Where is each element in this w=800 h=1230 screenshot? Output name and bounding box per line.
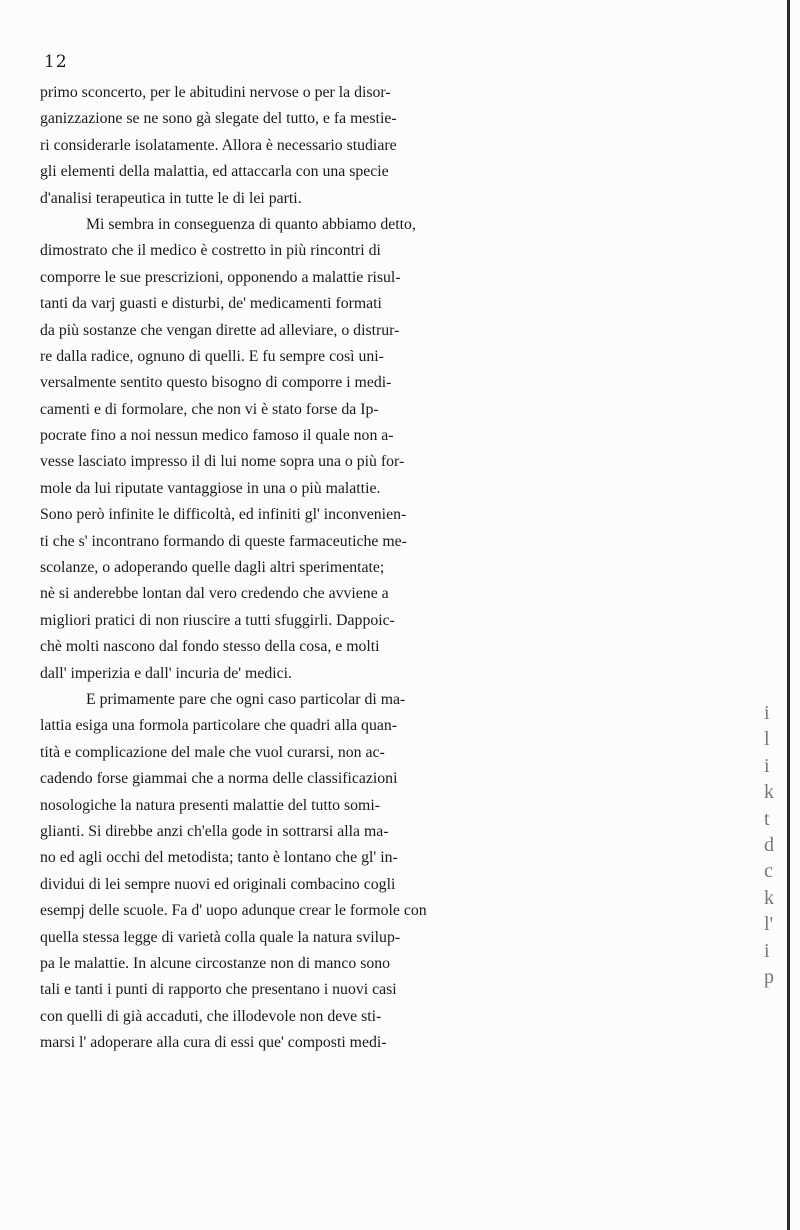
page-edge	[787, 0, 790, 1230]
text-line: versalmente sentito questo bisogno di comporre i medi-	[40, 374, 392, 392]
text-line: cadendo forse giammai che a norma delle classificazioni	[40, 770, 398, 788]
text-line: ganizzazione se ne sono gà slegate del tutto, e fa mestie-	[40, 110, 397, 128]
bleed-char: p	[764, 965, 774, 988]
text-line: tità e complicazione del male che vuol curarsi, non ac-	[40, 743, 385, 761]
text-line: d'analisi terapeutica in tutte le di lei parti.	[40, 189, 302, 207]
text-line: mole da lui riputate vantaggiose in una o più malattie.	[40, 479, 381, 497]
text-line: re dalla radice, ognuno di quelli. E fu sempre così uni-	[40, 347, 384, 365]
page-number: 12	[44, 52, 68, 72]
bleed-char: c	[764, 860, 773, 883]
text-line: da più sostanze che vengan dirette ad alleviare, o distrur-	[40, 321, 400, 339]
text-line: ri considerarle isolatamente. Allora è necessario studiare	[40, 136, 397, 154]
text-line: Mi sembra in conseguenza di quanto abbiamo detto,	[86, 215, 416, 233]
text-line: glianti. Si direbbe anzi ch'ella gode in sottrarsi alla ma-	[40, 822, 389, 840]
bleed-char: i	[764, 702, 770, 724]
bleed-char: t	[764, 807, 770, 830]
text-line: quella stessa legge di varietà colla quale la natura svilup-	[40, 928, 401, 946]
text-line: nè si anderebbe lontan dal vero credendo che avviene a	[40, 585, 389, 603]
text-line: dall' imperizia e dall' incuria de' medici.	[40, 664, 292, 682]
text-line: migliori pratici di non riuscire a tutti sfuggirli. Dappoic-	[40, 611, 395, 629]
text-line: ti che s' incontrano formando di queste farmaceutiche me-	[40, 532, 407, 550]
text-line: scolanze, o adoperando quelle dagli altri sperimentate;	[40, 559, 385, 577]
text-line: camenti e di formolare, che non vi è stato forse da Ip-	[40, 400, 379, 418]
bleed-char: l'	[764, 913, 774, 936]
text-line: lattia esiga una formola particolare che quadri alla quan-	[40, 717, 398, 735]
text-line: chè molti nascono dal fondo stesso della cosa, e molti	[40, 638, 380, 656]
bleed-char: l	[764, 728, 770, 751]
text-line: nosologiche la natura presenti malattie del tutto somi-	[40, 796, 380, 814]
text-line: con quelli di già accaduti, che illodevole non deve sti-	[40, 1007, 382, 1025]
bleed-char: k	[764, 886, 774, 909]
bleed-char: i	[764, 754, 770, 777]
text-line: comporre le sue prescrizioni, opponendo a malattie risul-	[40, 268, 401, 286]
bleed-char: i	[764, 939, 770, 962]
text-line: tanti da varj guasti e disturbi, de' medicamenti formati	[40, 295, 382, 313]
text-line: tali e tanti i punti di rapporto che presentano i nuovi casi	[40, 981, 397, 999]
text-line: pocrate fino a noi nessun medico famoso il quale non a-	[40, 427, 394, 445]
body-text	[40, 80, 760, 1056]
bleed-char: d	[764, 833, 774, 856]
text-line: dividui di lei sempre nuovi ed originali combacino cogli	[40, 875, 396, 893]
text-line: marsi l' adoperare alla cura di essi que' composti medi-	[40, 1034, 387, 1052]
text-line: no ed agli occhi del metodista; tanto è lontano che gl' in-	[40, 849, 398, 867]
bleed-char: k	[764, 781, 774, 804]
text-line: primo sconcerto, per le abitudini nervose o per la disor-	[40, 84, 391, 101]
text-line: gli elementi della malattia, ed attaccarla con una specie	[40, 163, 389, 181]
text-line: vesse lasciato impresso il di lui nome sopra una o più for-	[40, 453, 405, 471]
text-line: esempj delle scuole. Fa d' uopo adunque crear le formole con	[40, 902, 427, 920]
text-line: Sono però infinite le difficoltà, ed infiniti gl' inconvenien-	[40, 506, 407, 524]
text-line: dimostrato che il medico è costretto in più rincontri di	[40, 242, 381, 260]
facing-page-bleed	[764, 700, 786, 990]
text-line: E primamente pare che ogni caso particolar di ma-	[86, 690, 406, 708]
text-line: pa le malattie. In alcune circostanze non di manco sono	[40, 954, 391, 972]
